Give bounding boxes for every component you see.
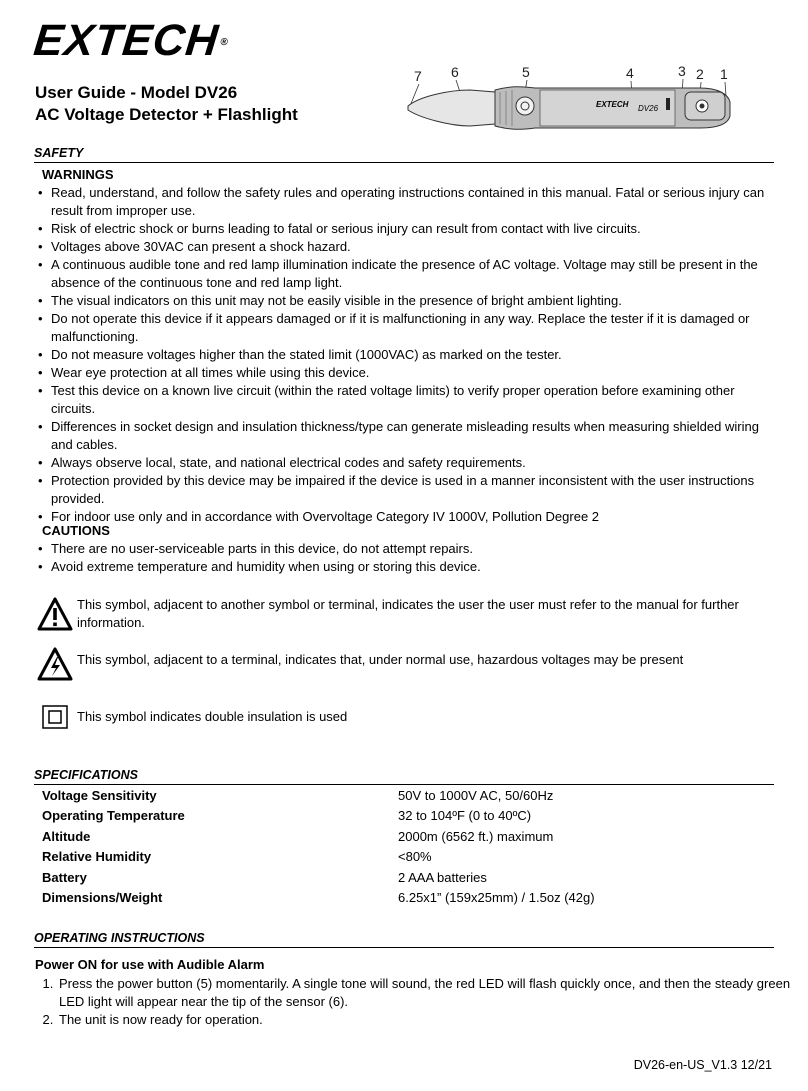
document-footer: DV26-en-US_V1.3 12/21 xyxy=(633,1058,772,1072)
spec-value: 2000m (6562 ft.) maximum xyxy=(398,828,554,844)
specifications-heading: SPECIFICATIONS xyxy=(34,767,774,785)
spec-value: 6.25x1” (159x25mm) / 1.5oz (42g) xyxy=(398,890,595,906)
body-model-label: DV26 xyxy=(638,104,659,113)
list-item: • Differences in socket design and insulation thickness/type can generate misleading results when measuring shielded wiring and cables. xyxy=(37,418,775,454)
spec-label: Battery xyxy=(42,869,87,885)
operating-instructions-heading: OPERATING INSTRUCTIONS xyxy=(34,930,774,948)
list-item: 2. The unit is now ready for operation. xyxy=(57,1011,797,1029)
list-item: • Do not measure voltages higher than the stated limit (1000VAC) as marked on the tester. xyxy=(37,346,775,364)
symbol-description: This symbol, adjacent to another symbol or terminal, indicates the user the user must refer to the manual for further information. xyxy=(77,597,739,630)
callout-5: 5 xyxy=(522,64,530,80)
list-item: • The visual indicators on this unit may not be easily visible in the presence of bright ambient lighting. xyxy=(37,292,775,310)
table-row xyxy=(42,867,595,888)
list-item: • Read, understand, and follow the safety rules and operating instructions contained in this manual. Fatal or serious injury can result from improper use. xyxy=(37,184,775,220)
spec-label: Relative Humidity xyxy=(42,849,152,865)
spec-value: 32 to 104ºF (0 to 40ºC) xyxy=(398,808,532,824)
callout-4: 4 xyxy=(626,65,634,81)
voltage-detector-drawing xyxy=(400,62,736,142)
extech-logo: EXTECH® xyxy=(31,16,230,65)
symbol-row-hazardous-voltage xyxy=(37,646,777,682)
table-row xyxy=(42,826,595,847)
list-item: • Always observe local, state, and national electrical codes and safety requirements. xyxy=(37,454,775,472)
spec-value: 2 AAA batteries xyxy=(398,869,487,885)
page-subtitle: AC Voltage Detector + Flashlight xyxy=(35,105,298,124)
callout-6: 6 xyxy=(451,64,459,80)
specifications-table xyxy=(42,785,595,908)
list-item: • Voltages above 30VAC can present a shock hazard. xyxy=(37,238,775,256)
callout-1: 1 xyxy=(720,66,728,82)
list-item: • For indoor use only and in accordance with Overvoltage Category IV 1000V, Pollution Degree 2 xyxy=(37,508,775,526)
callout-7: 7 xyxy=(414,68,422,84)
list-item: • Risk of electric shock or burns leading to fatal or serious injury can result from contact with live circuits. xyxy=(37,220,775,238)
spec-value: 50V to 1000V AC, 50/60Hz xyxy=(398,787,554,803)
list-item: • Do not operate this device if it appears damaged or if it is malfunctioning in any way. Replace the tester if it is damaged or malfunctioning. xyxy=(37,310,775,346)
list-item: • Protection provided by this device may be impaired if the device is used in a manner inconsistent with the user instructions provided. xyxy=(37,472,775,508)
symbol-row-double-insulation xyxy=(37,705,777,729)
cautions-list xyxy=(37,540,775,576)
table-row xyxy=(42,847,595,868)
symbol-description: This symbol, adjacent to a terminal, indicates that, under normal use, hazardous voltages may be present xyxy=(77,652,684,667)
spec-label: Voltage Sensitivity xyxy=(42,787,157,803)
list-item: • A continuous audible tone and red lamp illumination indicate the presence of AC voltage. Voltage may still be present in the absence of the continuous tone and red lamp light. xyxy=(37,256,775,292)
product-illustration xyxy=(400,62,736,142)
spec-label: Dimensions/Weight xyxy=(42,890,163,906)
list-item: • There are no user-serviceable parts in this device, do not attempt repairs. xyxy=(37,540,775,558)
symbol-row-manual xyxy=(37,596,777,632)
symbol-description: This symbol indicates double insulation is used xyxy=(77,709,348,724)
table-row xyxy=(42,785,595,806)
table-row xyxy=(42,888,595,909)
body-brand-label: EXTECH xyxy=(596,100,629,109)
list-item: • Avoid extreme temperature and humidity when using or storing this device. xyxy=(37,558,775,576)
power-on-subheading: Power ON for use with Audible Alarm xyxy=(35,957,265,972)
callout-2: 2 xyxy=(696,66,704,82)
warning-triangle-icon xyxy=(37,596,73,632)
list-item: 1. Press the power button (5) momentarily. A single tone will sound, the red LED will flash quickly once, and then the steady green LED light will appear near the tip of the sensor (6). xyxy=(57,975,797,1011)
callout-3: 3 xyxy=(678,63,686,79)
cautions-heading: CAUTIONS xyxy=(42,523,110,538)
list-item: • Test this device on a known live circuit (within the rated voltage limits) to verify proper operation before examining other circuits. xyxy=(37,382,775,418)
spec-label: Operating Temperature xyxy=(42,808,185,824)
page-title: User Guide - Model DV26 xyxy=(35,83,238,102)
spec-value: <80% xyxy=(398,849,432,865)
operating-steps-list xyxy=(35,975,797,1029)
high-voltage-icon xyxy=(37,646,73,682)
warnings-heading: WARNINGS xyxy=(42,167,114,182)
warnings-list xyxy=(37,184,775,526)
spec-label: Altitude xyxy=(42,828,91,844)
double-insulation-icon xyxy=(42,705,68,729)
list-item: • Wear eye protection at all times while using this device. xyxy=(37,364,775,382)
table-row xyxy=(42,806,595,827)
safety-heading: SAFETY xyxy=(34,145,774,163)
